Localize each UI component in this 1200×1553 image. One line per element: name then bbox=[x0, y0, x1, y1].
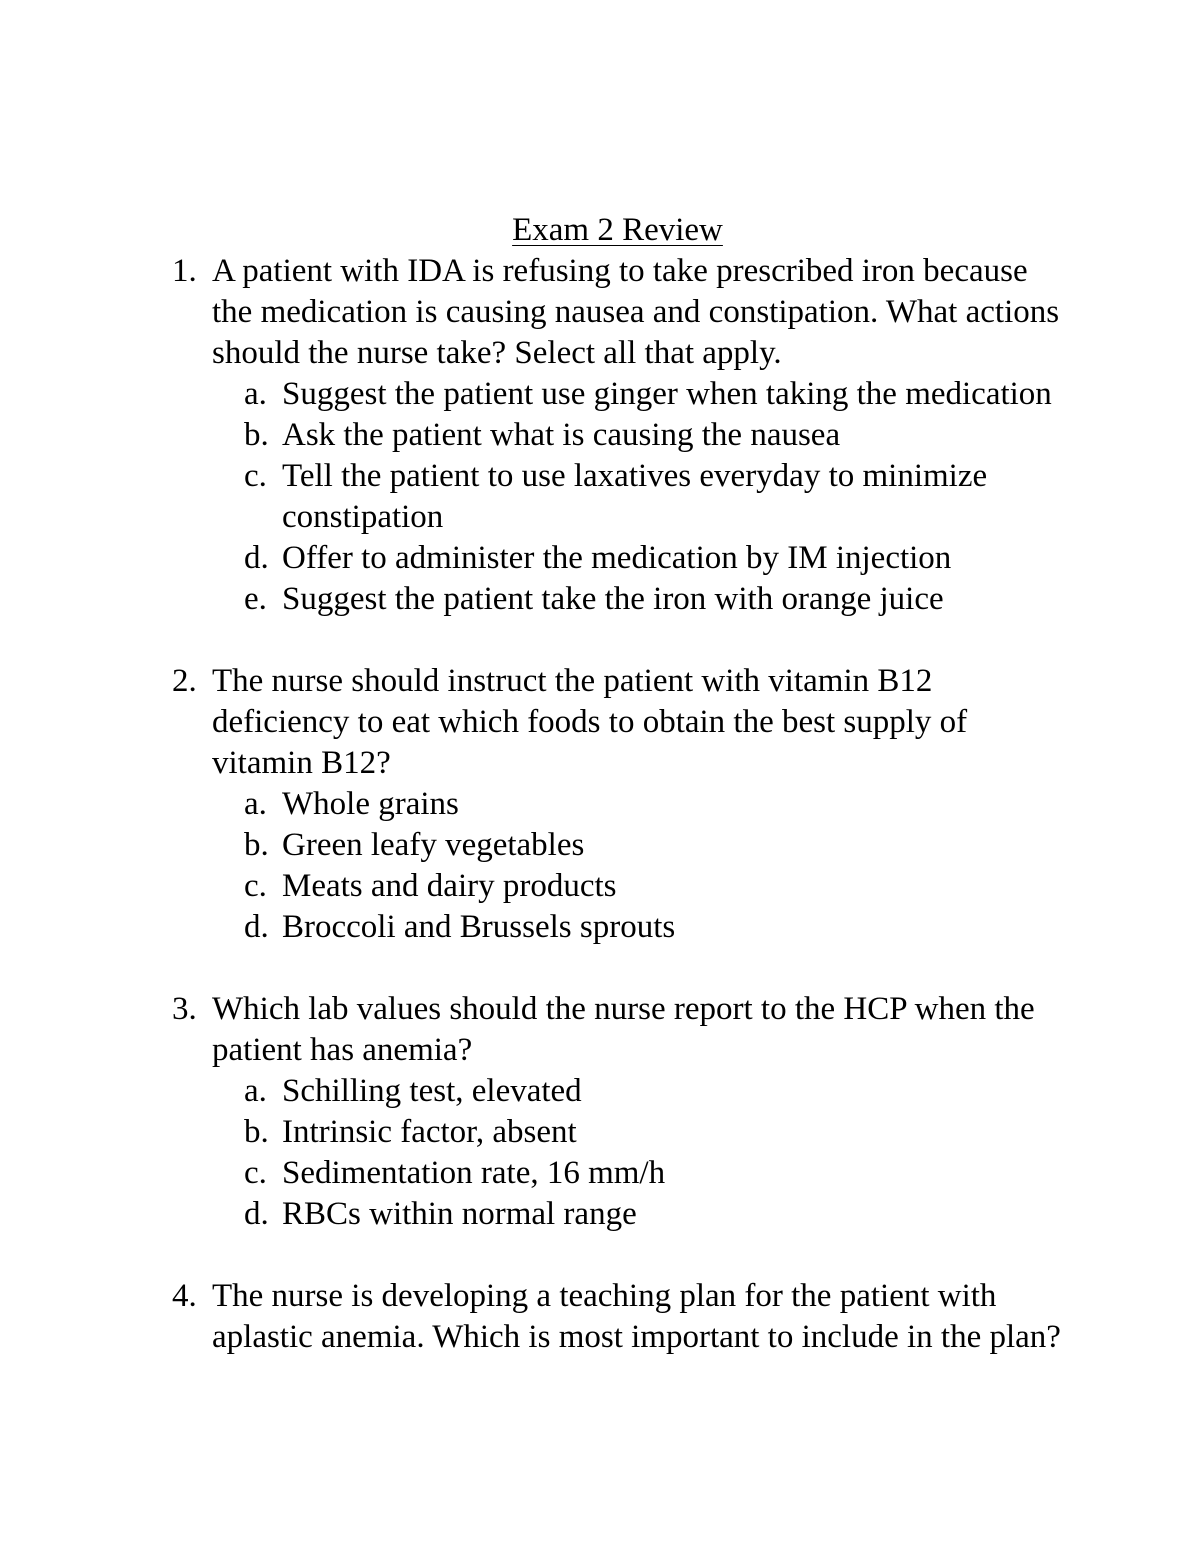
option-2d bbox=[0, 907, 1200, 948]
question-number: 3. bbox=[172, 991, 197, 1027]
option-text: RBCs within normal range bbox=[282, 1196, 637, 1232]
option-text: Whole grains bbox=[282, 786, 459, 822]
option-2b bbox=[0, 825, 1200, 866]
option-letter: d. bbox=[244, 909, 269, 945]
option-list bbox=[0, 374, 1200, 620]
question-1 bbox=[0, 251, 1200, 620]
question-text: A patient with IDA is refusing to take prescribed iron because the medication is causing nausea and constipation. What actions should the nurse take? Select all that apply. bbox=[212, 253, 1060, 371]
option-letter: c. bbox=[244, 1155, 267, 1191]
option-2a bbox=[0, 784, 1200, 825]
question-number: 2. bbox=[172, 663, 197, 699]
option-letter: a. bbox=[244, 786, 267, 822]
option-2c bbox=[0, 866, 1200, 907]
option-text: Suggest the patient take the iron with orange juice bbox=[282, 581, 944, 617]
question-number: 1. bbox=[172, 253, 197, 289]
question-number: 4. bbox=[172, 1278, 197, 1314]
option-text: Tell the patient to use laxatives everyday to minimize constipation bbox=[282, 458, 988, 535]
option-letter: d. bbox=[244, 540, 269, 576]
question-4 bbox=[0, 1276, 1200, 1358]
option-text: Ask the patient what is causing the nausea bbox=[282, 417, 841, 453]
option-letter: a. bbox=[244, 1073, 267, 1109]
option-text: Offer to administer the medication by IM injection bbox=[282, 540, 952, 576]
option-letter: d. bbox=[244, 1196, 269, 1232]
option-text: Suggest the patient use ginger when taking the medication bbox=[282, 376, 1052, 412]
option-1e bbox=[0, 579, 1200, 620]
option-text: Sedimentation rate, 16 mm/h bbox=[282, 1155, 666, 1191]
option-3a bbox=[0, 1071, 1200, 1112]
document-title: Exam 2 Review bbox=[512, 212, 723, 248]
option-text: Green leafy vegetables bbox=[282, 827, 585, 863]
option-3b bbox=[0, 1112, 1200, 1153]
option-text: Schilling test, elevated bbox=[282, 1073, 582, 1109]
option-1d bbox=[0, 538, 1200, 579]
option-letter: b. bbox=[244, 1114, 269, 1150]
option-letter: c. bbox=[244, 458, 267, 494]
option-letter: e. bbox=[244, 581, 267, 617]
option-letter: a. bbox=[244, 376, 267, 412]
option-letter: b. bbox=[244, 827, 269, 863]
option-1c bbox=[0, 456, 1200, 538]
option-3c bbox=[0, 1153, 1200, 1194]
question-3 bbox=[0, 989, 1200, 1235]
question-text: The nurse is developing a teaching plan for the patient with aplastic anemia. Which is most important to include in the plan? bbox=[212, 1278, 1061, 1355]
question-text: Which lab values should the nurse report to the HCP when the patient has anemia? bbox=[212, 991, 1035, 1068]
option-text: Meats and dairy products bbox=[282, 868, 617, 904]
option-1b bbox=[0, 415, 1200, 456]
option-3d bbox=[0, 1194, 1200, 1235]
option-letter: c. bbox=[244, 868, 267, 904]
option-letter: b. bbox=[244, 417, 269, 453]
question-2 bbox=[0, 661, 1200, 948]
option-1a bbox=[0, 374, 1200, 415]
option-text: Intrinsic factor, absent bbox=[282, 1114, 577, 1150]
option-list bbox=[0, 784, 1200, 948]
option-list bbox=[0, 1071, 1200, 1235]
question-list bbox=[0, 251, 1200, 1399]
question-text: The nurse should instruct the patient with vitamin B12 deficiency to eat which foods to obtain the best supply of vitamin B12? bbox=[212, 663, 968, 781]
option-text: Broccoli and Brussels sprouts bbox=[282, 909, 676, 945]
